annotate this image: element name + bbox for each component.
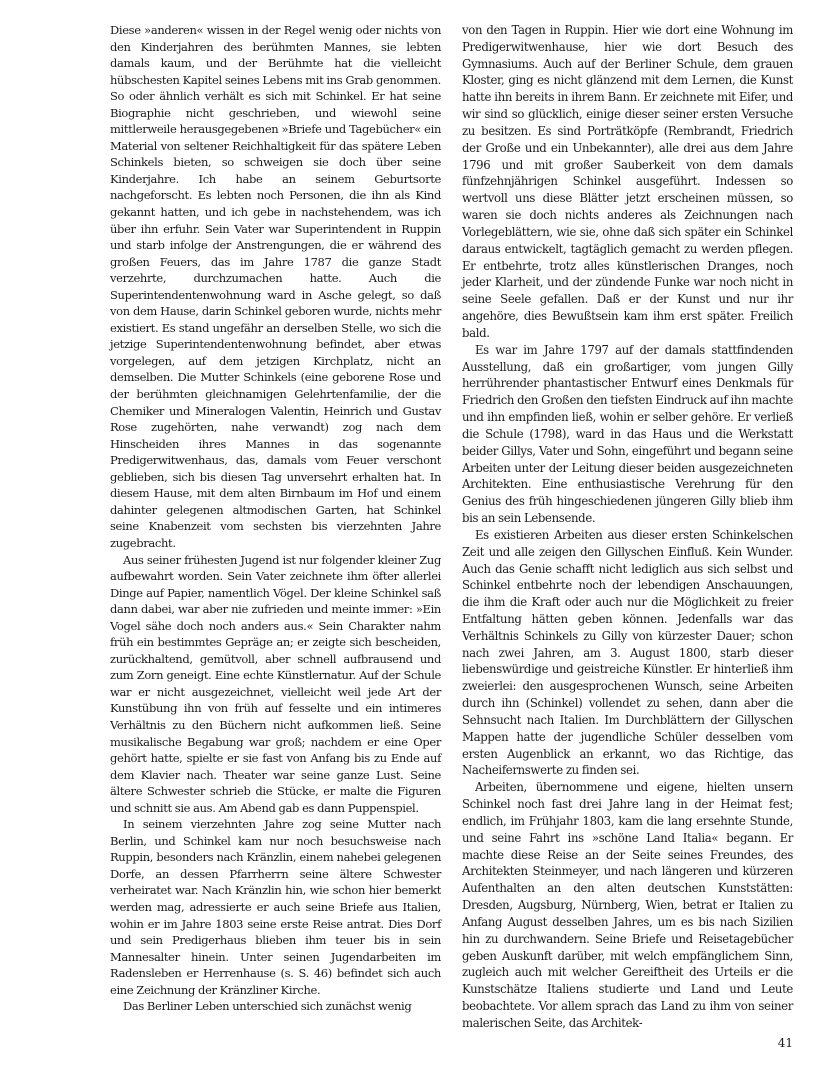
paragraph: Es existieren Arbeiten aus dieser ersten Schinkelschen Zeit und alle zeigen den Gillyschen Einfluß. Kein Wunder. Auch das Genie schafft nicht lediglich aus sich selbst und Schinkel entbehrte noch der lebendigen Anschauungen, die ihm die Kraft oder auch nur die Möglichkeit zu freier Entfaltung hätten geben können. Jedenfalls war das Verhältnis Schinkels zu Gilly von kürzester Dauer; schon nach zwei Jahren, am 3. August 1800, starb dieser liebenswürdige und geistreiche Künstler. Er hinterließ ihm zweierlei: den ausgesprochenen Wunsch, seine Arbeiten durch ihn (Schinkel) vollendet zu sehen, dann aber die Sehnsucht nach Italien. Im Durchblättern der Gillyschen Mappen hatte der jugendliche Schüler desselben vom ersten Augenblick an erkannt, wo das Richtige, das Nacheifernswerte zu finden sei. [462,527,793,778]
paragraph: Aus seiner frühesten Jugend ist nur folgender kleiner Zug aufbewahrt worden. Sein Vater zeichnete ihm öfter allerlei Dinge auf Papier, namentlich Vögel. Der kleine Schinkel saß dann dabei, war aber nie zufrieden und meinte immer: »Ein Vogel sähe doch noch anders aus.« Sein Charakter nahm früh ein bestimmtes Gepräge an; er zeigte sich bescheiden, zurückhaltend, gemütvoll, aber schnell aufbrausend und zum Zorn geneigt. Eine echte Künstlernatur. Auf der Schule war er nicht ausgezeichnet, vielleicht weil jede Art der Kunstübung ihn von früh auf fesselte und ein intimeres Verhältnis zu den Büchern nicht aufkommen ließ. Seine musikalische Begabung war groß; nachdem er eine Oper gehört hatte, spielte er sie fast von Anfang bis zu Ende auf dem Klavier nach. Theater war seine ganze Lust. Seine ältere Schwester schrieb die Stücke, er malte die Figuren und schnitt sie aus. Am Abend gab es dann Puppenspiel. [110,552,441,815]
page-number: 41 [777,1036,793,1050]
paragraph: von den Tagen in Ruppin. Hier wie dort eine Wohnung im Predigerwitwenhause, hier wie dort Besuch des Gymnasiums. Auch auf der Berliner Schule, dem grauen Kloster, ging es nicht glänzend mit dem Lernen, die Kunst hatte ihn bereits in ihrem Bann. Er zeichnete mit Eifer, und wir sind so glücklich, einige dieser seiner ersten Versuche zu besitzen. Es sind Porträtköpfe (Rembrandt, Friedrich der Große und ein Unbekannter), alle drei aus dem Jahre 1796 und mit großer Sauberkeit von dem damals fünfzehnjährigen Schinkel ausgeführt. Indessen so wertvoll uns diese Blätter jetzt erscheinen müssen, so waren sie doch nichts anderes als Zeichnungen nach Vorlegeblättern, wie sie, ohne daß sich später ein Schinkel daraus entwickelt, tagtäglich gemacht zu werden pflegen. Er entbehrte, trotz alles künstlerischen Dranges, noch jeder Klarheit, und der zündende Funke war noch nicht in seine Seele gefallen. Daß er der Kunst und nur ihr angehöre, dies Bewußtsein kam ihm erst später. Freilich bald. [462,23,793,340]
right-column [462,22,793,1032]
paragraph: Diese »anderen« wissen in der Regel wenig oder nichts von den Kinderjahren des berühmten Mannes, sie lebten damals kaum, und der Berühmte hat die vielleicht hübschesten Kapitel seines Lebens mit ins Grab genommen. So oder ähnlich verhält es sich mit Schinkel. Er hat seine Biographie nicht geschrieben, und wiewohl seine mittlerweile herausgegebenen »Briefe und Tagebücher« ein Material von seltener Reichhaltigkeit für das spätere Leben Schinkels bieten, so schweigen sie doch über seine Kinderjahre. Ich habe an seinem Geburtsorte nachgeforscht. Es lebten noch Personen, die ihn als Kind gekannt hatten, und ich gebe in nachstehendem, was ich über ihn erfuhr. Sein Vater war Superintendent in Ruppin und starb infolge der Anstrengungen, die er während des großen Feuers, das im Jahre 1787 die ganze Stadt verzehrte, durchzumachen hatte. Auch die Superintendentenwohnung ward in Asche gelegt, so daß von dem Hause, darin Schinkel geboren wurde, nichts mehr existiert. Es stand ungefähr an derselben Stelle, wo sich die jetzige Superintendentenwohnung befindet, aber etwas vorgelegen, auf dem jetzigen Kirchplatz, nicht an demselben. Die Mutter Schinkels (eine geborene Rose und der berühmten gleichnamigen Gelehrtenfamilie, der die Chemiker und Mineralogen Valentin, Heinrich und Gustav Rose zugehörten, nahe verwandt) zog nach dem Hinscheiden ihres Mannes in das sogenannte Predigerwitwenhaus, das, damals vom Feuer verschont geblieben, sich bis diesen Tag unversehrt erhalten hat. In diesem Hause, mit dem alten Birnbaum im Hof und einem dahinter gelegenen altmodischen Garten, hat Schinkel seine Knabenzeit vom sechsten bis vierzehnten Jahre zugebracht. [110,23,441,550]
paragraph: Das Berliner Leben unterschied sich zunächst wenig [123,999,412,1014]
book-page [110,22,793,1050]
left-column [110,22,441,1015]
paragraph: In seinem vierzehnten Jahre zog seine Mutter nach Berlin, und Schinkel kam nur noch besuchsweise nach Ruppin, besonders nach Kränzlin, einem nahebei gelegenen Dorfe, an dessen Pfarrherrn seine ältere Schwester verheiratet war. Nach Kränzlin hin, wie schon hier bemerkt werden mag, adressierte er auch seine Briefe aus Italien, wohin er im Jahre 1803 seine erste Reise antrat. Dies Dorf und sein Predigerhaus blieben ihm teuer bis in sein Mannesalter hinein. Unter seinen Jugendarbeiten im Radensleben er Herrenhause (s. S. 46) befindet sich auch eine Zeichnung der Kränzliner Kirche. [110,817,441,997]
paragraph: Arbeiten, übernommene und eigene, hielten unsern Schinkel noch fast drei Jahre lang in der Heimat fest; endlich, im Frühjahr 1803, kam die lang ersehnte Stunde, und seine Fahrt ins »schöne Land Italia« begann. Er machte diese Reise an der Seite seines Freundes, des Architekten Steinmeyer, und nach längeren und kürzeren Aufenthalten an den alten deutschen Kunststätten: Dresden, Augsburg, Nürnberg, Wien, betrat er Italien zu Anfang August desselben Jahres, um es bis nach Sizilien hin zu durchwandern. Seine Briefe und Reisetagebücher geben Auskunft darüber, mit welch empfänglichem Sinn, zugleich auch mit welcher Gereiftheit des Urteils er die Kunstschätze Italiens studierte und Land und Leute beobachtete. Vor allem sprach das Land zu ihm von seiner malerischen Seite, das Architek- [462,780,793,1030]
paragraph: Es war im Jahre 1797 auf der damals stattfindenden Ausstellung, daß ein großartiger, vom jungen Gilly herrührender phantastischer Entwurf eines Denkmals für Friedrich den Großen den tiefsten Eindruck auf ihn machte und ihn empfinden ließ, wohin er selber gehöre. Er verließ die Schule (1798), ward in das Haus und die Werkstatt beider Gillys, Vater und Sohn, eingeführt und begann seine Arbeiten unter der Leitung dieser beiden ausgezeichneten Architekten. Eine enthusiastische Verehrung für den Genius des früh hingeschiedenen jüngeren Gilly blieb ihm bis an sein Lebensende. [462,342,793,526]
